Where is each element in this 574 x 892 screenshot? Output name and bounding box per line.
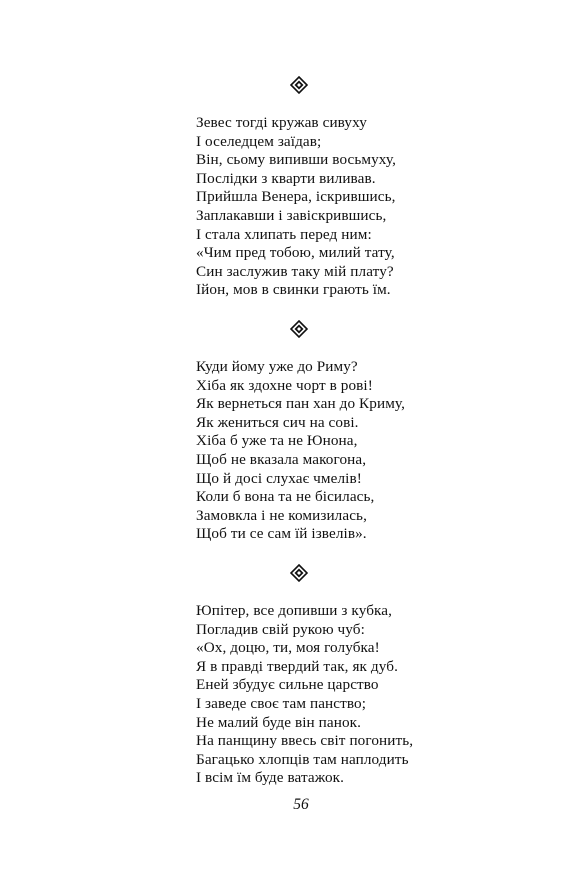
verse-line: На панщину ввесь світ погонить, xyxy=(196,732,414,750)
stanza-3 xyxy=(196,602,496,788)
verse-line: Я в правді твердий так, як дуб. xyxy=(196,657,398,675)
diamond-ornament-icon xyxy=(290,76,308,94)
verse-line: Зевес тогді кружав сивуху xyxy=(196,114,367,131)
verse-line: І стала хлипать перед ним: xyxy=(196,225,372,243)
verse-line: Він, сьому випивши восьмуху, xyxy=(196,151,396,169)
verse-line: «Ох, доцю, ти, моя голубка! xyxy=(196,639,380,657)
verse-line: Замовкла і не комизилась, xyxy=(196,506,367,524)
verse-line: Послідки з кварти виливав. xyxy=(196,169,376,187)
stanza-1 xyxy=(196,114,496,300)
verse-line: Що й досі слухає чмелів! xyxy=(196,469,362,487)
verse-line: Багацько хлопців там наплодить xyxy=(196,750,409,768)
verse-line: Щоб не вказала макогона, xyxy=(196,450,367,468)
verse-line: Юпітер, все допивши з кубка, xyxy=(196,602,393,619)
verse-line: Погладив свій рукою чуб: xyxy=(196,620,365,638)
verse-line: Куди йому уже до Риму? xyxy=(196,358,358,375)
verse-line: Прийшла Венера, іскрившись, xyxy=(196,188,396,206)
page-number: 56 xyxy=(293,796,309,813)
diamond-ornament-icon xyxy=(290,564,308,582)
verse-line: Еней збудує сильне царство xyxy=(196,676,379,694)
verse-line: Як жениться сич на сові. xyxy=(196,413,359,431)
verse-line: «Чим пред тобою, милий тату, xyxy=(196,244,395,262)
verse-line: Хіба як здохне чорт в рові! xyxy=(196,376,373,394)
verse-line: І оселедцем заїдав; xyxy=(196,132,322,150)
verse-line: І всім їм буде ватажок. xyxy=(196,769,345,787)
verse-line: Як вернеться пан хан до Криму, xyxy=(196,395,405,413)
verse-line: Коли б вона та не бісилась, xyxy=(196,488,375,506)
verse-line: Не малий буде він панок. xyxy=(196,713,362,731)
verse-line: Ійон, мов в свинки грають їм. xyxy=(196,281,391,299)
diamond-ornament-icon xyxy=(290,320,308,338)
verse-line: Щоб ти се сам їй ізвелів». xyxy=(196,525,367,543)
verse-line: І заведе своє там панство; xyxy=(196,694,367,712)
stanza-2 xyxy=(196,358,496,544)
verse-line: Заплакавши і завіскрившись, xyxy=(196,206,387,224)
verse-line: Хіба б уже та не Юнона, xyxy=(196,432,358,450)
verse-line: Син заслужив таку мій плату? xyxy=(196,262,394,280)
